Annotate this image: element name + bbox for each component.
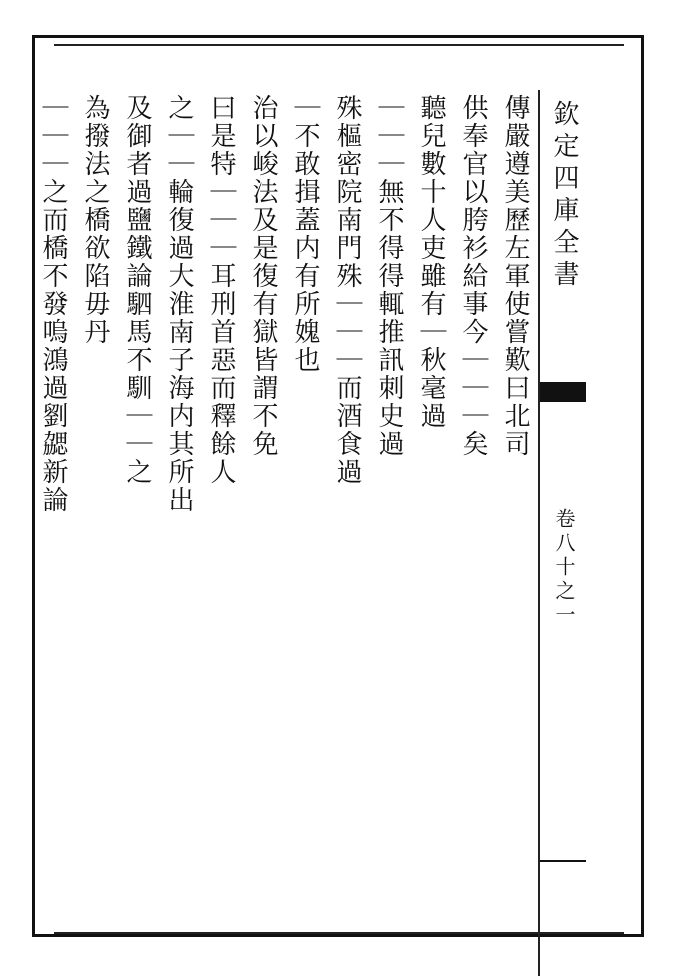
text-column: 曰是特｜｜｜耳刑首惡而釋餘人 — [206, 94, 236, 486]
text-column: 治以峻法及是復有獄皆謂不免 — [248, 94, 278, 458]
text-column: ｜｜｜無不得得輒推訊刺史過 — [374, 94, 404, 458]
book-title: 欽定四庫全書 — [549, 100, 579, 292]
text-column: 之｜｜輪復過大淮南子海内其所出 — [164, 94, 194, 514]
text-column: 傳嚴遵美歷左軍使嘗歎曰北司 — [500, 94, 530, 458]
text-column: ｜不敢揖蓋内有所媿也 — [290, 94, 320, 374]
margin-header — [538, 90, 586, 976]
text-column: 殊樞密院南門殊｜｜｜而酒食過 — [332, 94, 362, 486]
text-column: 聽兒數十人吏雖有｜秋毫過 — [416, 94, 446, 430]
text-column: 為撥法之橋欲陷毋丹 — [80, 94, 110, 346]
text-block — [38, 44, 624, 934]
divider-line — [540, 860, 586, 862]
volume-label: 卷八十之一 — [552, 508, 576, 628]
fish-tail-mark — [540, 382, 586, 402]
text-column: 及御者過鹽鐵論駟馬不馴｜｜之 — [122, 94, 152, 486]
text-column: ｜｜｜之而橋不發嗚鴻過劉勰新論 — [38, 94, 68, 514]
text-column: 供奉官以胯衫給事今｜｜｜矣 — [458, 94, 488, 458]
